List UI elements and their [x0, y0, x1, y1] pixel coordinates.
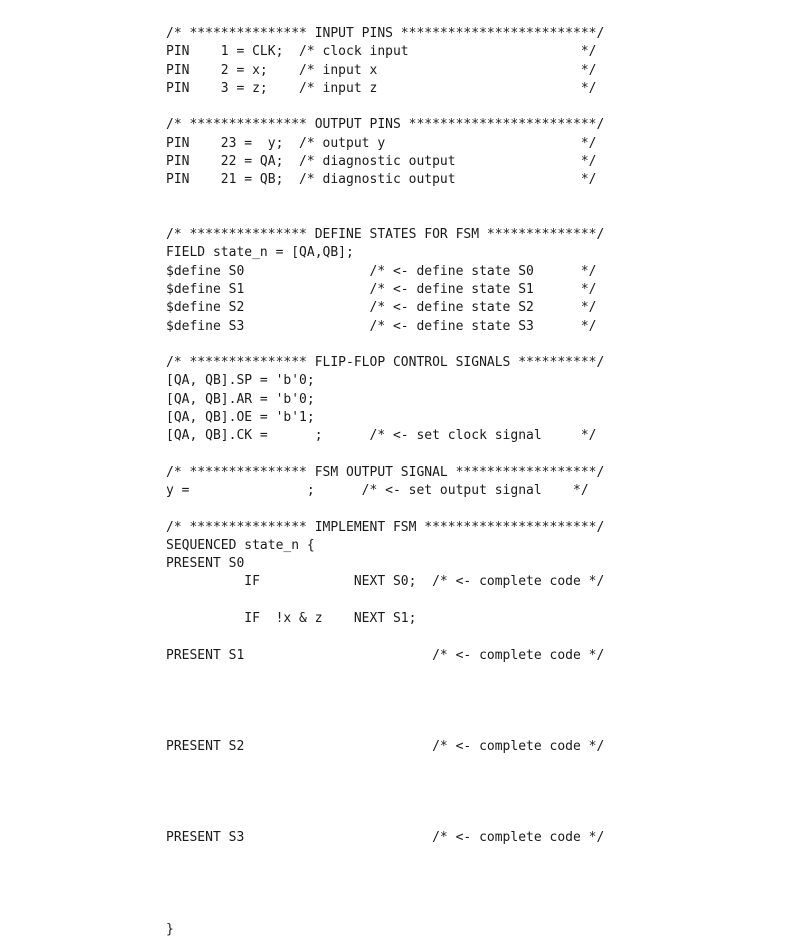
code-line: /* *************** OUTPUT PINS ************************/ [166, 117, 605, 133]
code-line: FIELD state_n = [QA,QB]; [166, 245, 354, 261]
code-line: y = ; /* <- set output signal */ [166, 483, 589, 498]
code-line: /* *************** IMPLEMENT FSM **********************/ [166, 519, 605, 535]
code-line: PIN 21 = QB; /* diagnostic output */ [166, 172, 597, 188]
code-line: /* *************** DEFINE STATES FOR FSM **************/ [166, 227, 605, 243]
code-line: [QA, QB].OE = 'b'1; [166, 409, 315, 425]
code-line: $define S0 /* <- define state S0 */ [166, 263, 597, 279]
code-line: $define S3 /* <- define state S3 */ [166, 318, 597, 334]
code-line: PRESENT S2 /* <- complete code */ [166, 738, 605, 754]
code-line: SEQUENCED state_n { [166, 537, 315, 553]
code-line: PIN 23 = y; /* output y */ [166, 135, 597, 151]
code-line: PRESENT S3 /* <- complete code */ [166, 830, 605, 846]
code-line: PIN 2 = x; /* input x */ [166, 62, 597, 78]
code-line: /* *************** INPUT PINS *************************/ [166, 26, 605, 41]
code-line: IF !x & z NEXT S1; [166, 611, 417, 626]
code-line: PIN 22 = QA; /* diagnostic output */ [166, 154, 597, 169]
code-line: PRESENT S0 [166, 556, 245, 572]
code-line: $define S2 /* <- define state S2 */ [166, 300, 597, 316]
code-line: /* *************** FSM OUTPUT SIGNAL ******************/ [166, 464, 605, 480]
code-line: IF NEXT S0; /* <- complete code */ [166, 574, 605, 590]
code-line: $define S1 /* <- define state S1 */ [166, 281, 597, 297]
code-line: } [166, 921, 174, 937]
code-listing [0, 13, 803, 942]
code-line: PIN 3 = z; /* input z */ [166, 80, 597, 96]
code-line: /* *************** FLIP-FLOP CONTROL SIGNALS **********/ [166, 355, 605, 370]
code-line: [QA, QB].SP = 'b'0; [166, 373, 315, 389]
code-line: [QA, QB].CK = ; /* <- set clock signal */ [166, 428, 597, 444]
code-line: [QA, QB].AR = 'b'0; [166, 391, 315, 407]
code-line: PRESENT S1 /* <- complete code */ [166, 647, 605, 663]
code-line: PIN 1 = CLK; /* clock input */ [166, 44, 597, 60]
